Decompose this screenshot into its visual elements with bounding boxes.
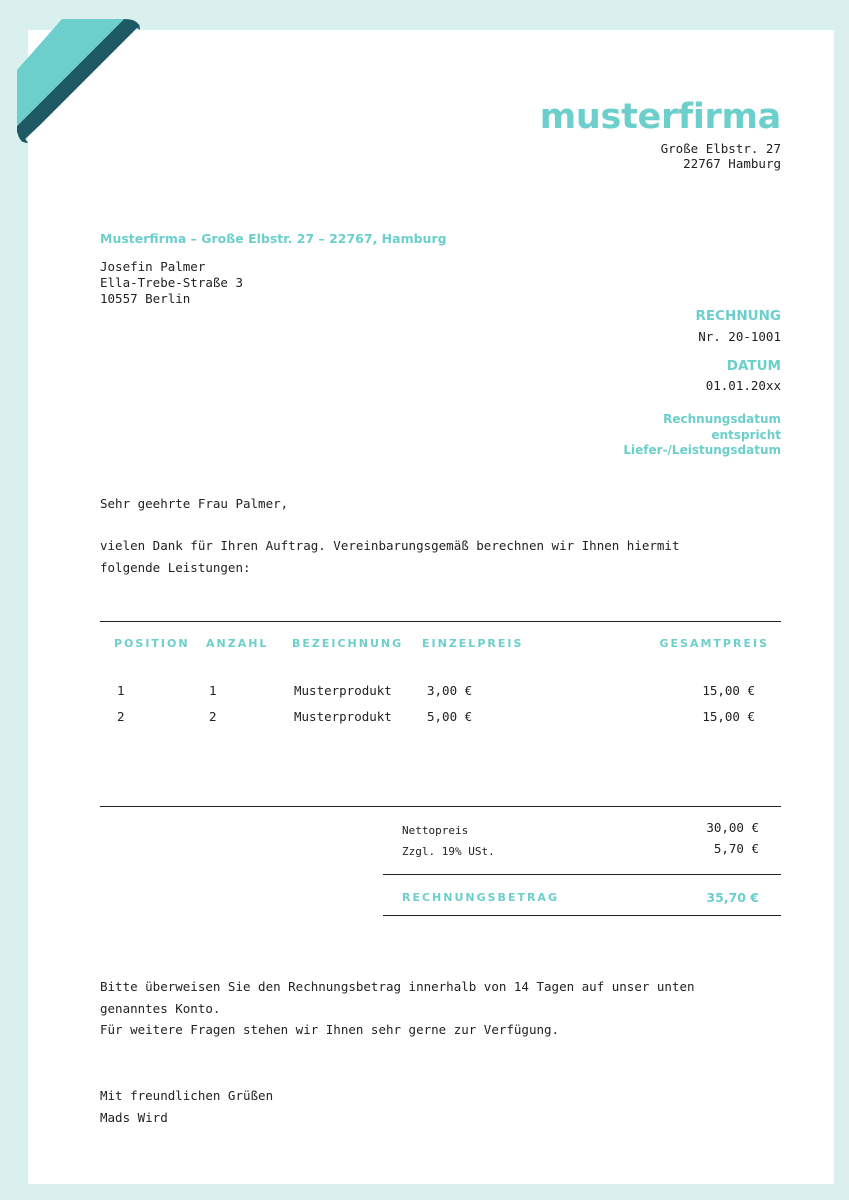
intro-line: vielen Dank für Ihren Auftrag. Vereinbarungsgemäß berechnen wir Ihnen hiermit: [100, 538, 680, 553]
table-top-rule: [100, 621, 781, 622]
date-note: [623, 412, 781, 459]
company-street: Große Elbstr. 27: [660, 141, 781, 156]
closing-text: [100, 976, 695, 1041]
net-label: Nettopreis: [402, 824, 469, 837]
date-note-line: Liefer-/Leistungsdatum: [623, 443, 781, 457]
salutation: Sehr geehrte Frau Palmer,: [100, 496, 289, 511]
sender-line: Musterfirma – Große Elbstr. 27 – 22767, Hamburg: [100, 231, 447, 246]
row-1-total-price: 15,00 €: [702, 683, 755, 698]
total-value: 35,70 €: [706, 890, 759, 905]
date-note-line: entspricht: [711, 427, 781, 442]
intro-text: [100, 535, 679, 578]
row-2-total-price: 15,00 €: [702, 709, 755, 724]
tax-label: Zzgl. 19% USt.: [402, 845, 495, 858]
row-1-description: Musterprodukt: [294, 683, 392, 698]
table-bottom-rule: [100, 806, 781, 807]
closing-line: Bitte überweisen Sie den Rechnungsbetrag innerhalb von 14 Tagen auf unser unten: [100, 979, 695, 994]
row-2-unit-price: 5,00 €: [427, 709, 473, 724]
total-label: RECHNUNGSBETRAG: [402, 891, 559, 904]
sign-off: [100, 1085, 273, 1128]
row-2-position: 2: [117, 709, 125, 724]
net-value: 30,00 €: [706, 820, 759, 835]
total-top-rule: [383, 874, 781, 875]
company-logo-text: musterfirma: [539, 97, 781, 137]
greeting: Mit freundlichen Grüßen: [100, 1088, 274, 1103]
corner-ribbon: [0, 0, 160, 160]
invoice-label: RECHNUNG: [695, 308, 781, 324]
total-bottom-rule: [383, 915, 781, 916]
invoice-date: 01.01.20xx: [705, 378, 781, 393]
row-1-quantity: 1: [209, 683, 217, 698]
invoice-number: Nr. 20-1001: [698, 329, 781, 344]
intro-line: folgende Leistungen:: [100, 559, 251, 575]
row-1-position: 1: [117, 683, 125, 698]
closing-line: genanntes Konto.: [100, 1000, 221, 1016]
header-position: POSITION: [114, 637, 190, 650]
recipient-street: Ella-Trebe-Straße 3: [100, 275, 243, 290]
date-note-line: Rechnungsdatum: [663, 412, 781, 426]
tax-value: 5,70 €: [713, 841, 759, 856]
recipient-address: [100, 259, 243, 307]
row-2-description: Musterprodukt: [294, 709, 392, 724]
header-quantity: ANZAHL: [206, 637, 269, 650]
closing-line: Für weitere Fragen stehen wir Ihnen sehr gerne zur Verfügung.: [100, 1022, 560, 1037]
row-2-quantity: 2: [209, 709, 217, 724]
header-total-price: GESAMTPREIS: [659, 637, 769, 650]
header-description: BEZEICHNUNG: [292, 637, 404, 650]
company-address: [661, 141, 781, 171]
row-1-unit-price: 3,00 €: [427, 683, 473, 698]
recipient-name: Josefin Palmer: [100, 259, 206, 274]
signature: Mads Wird: [100, 1109, 168, 1125]
company-city: 22767 Hamburg: [683, 156, 781, 171]
date-label: DATUM: [726, 358, 781, 374]
header-unit-price: EINZELPREIS: [422, 637, 524, 650]
recipient-city: 10557 Berlin: [100, 291, 191, 306]
